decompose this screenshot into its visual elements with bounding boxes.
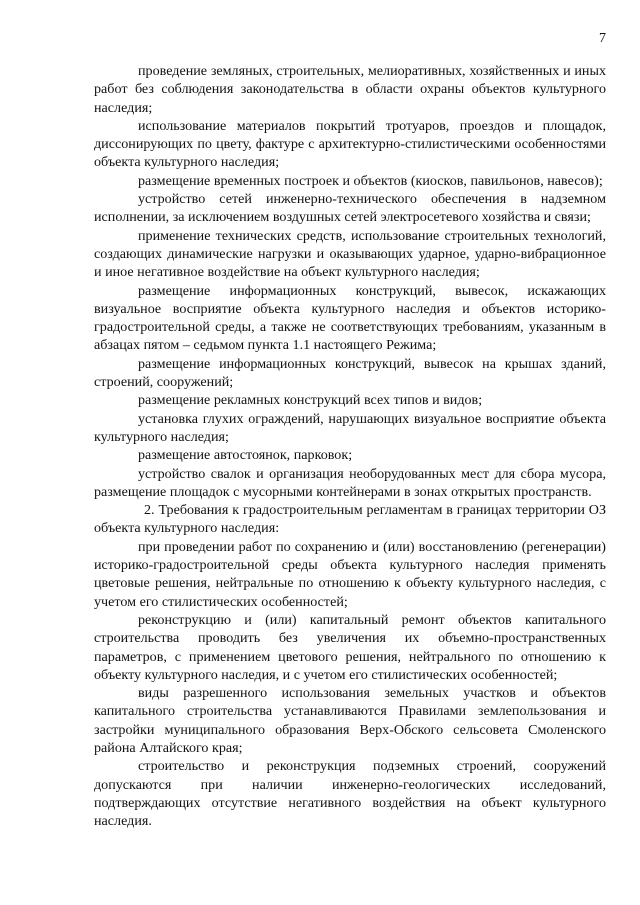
page-number: 7 (599, 31, 606, 46)
paragraph-color-solutions: при проведении работ по сохранению и (или) восстановлению (регенерации) историко-градостроительной среды объекта культурного наследия применять цветовые решения, нейтральные по отношению к объекту культурного наследия, с учетом его стилистических особенностей; (94, 538, 606, 610)
paragraph-paving-materials: использование материалов покрытий тротуаров, проездов и площадок, диссонирующих по цвету, фактуре с архитектурно-стилистическими особенностями объекта культурного наследия; (94, 117, 606, 171)
paragraph-rooftop-signs: размещение информационных конструкций, вывесок на крышах зданий, строений, сооружений; (94, 355, 606, 391)
paragraph-technical-means: применение технических средств, использование строительных технологий, создающих динамические нагрузки и оказывающих ударное, ударно-вибрационное и иное негативное воздействие на объект культурного наследия; (94, 227, 606, 281)
paragraph-dumps: устройство свалок и организация необорудованных мест для сбора мусора, размещение площадок с мусорными контейнерами в зонах открытых пространств. (94, 465, 606, 500)
paragraph-parking: размещение автостоянок, парковок; (138, 447, 353, 464)
section-2-heading: 2. Требования к градостроительным регламентам в границах территории ОЗ объекта культурного наследия: (94, 502, 606, 537)
paragraph-permitted-use: виды разрешенного использования земельных участков и объектов капитального строительства устанавливаются Правилами землепользования и застройки муниципального образования Верх-Обского сельсовета Смоленского района Алтайского края; (94, 685, 606, 756)
paragraph-advertising: размещение рекламных конструкций всех типов и видов; (138, 392, 483, 409)
paragraph-utility-networks: устройство сетей инженерно-технического обеспечения в надземном исполнении, за исключением воздушных сетей электросетевого хозяйства и связи; (94, 191, 606, 226)
paragraph-temporary-buildings: размещение временных построек и объектов (киосков, павильонов, навесов); (138, 172, 603, 189)
paragraph-blank-fences: установка глухих ограждений, нарушающих визуальное восприятие объекта культурного наследия; (94, 410, 606, 445)
paragraph-information-structures: размещение информационных конструкций, вывесок, искажающих визуальное восприятие объекта культурного наследия и объектов историко-градостроительной среды, а также не соответствующих требованиям, указанным в абзацах пятом – седьмом пункта 1.1 настоящего Режима; (94, 282, 606, 354)
paragraph-underground-construction: строительство и реконструкция подземных строений, сооружений допускаются при наличии инженерно-геологических исследований, подтверждающих отсутствие негативного воздействия на объект культурного наследия. (94, 758, 606, 830)
paragraph-earthworks: проведение земляных, строительных, мелиоративных, хозяйственных и иных работ без соблюдения законодательства в области охраны объектов культурного наследия; (94, 63, 606, 116)
paragraph-reconstruction: реконструкцию и (или) капитальный ремонт объектов капитального строительства проводить без увеличения их объемно-пространственных параметров, с применением цветового решения, нейтрального по отношению к объекту культурного наследия, и с учетом его стилистических особенностей; (94, 611, 606, 683)
